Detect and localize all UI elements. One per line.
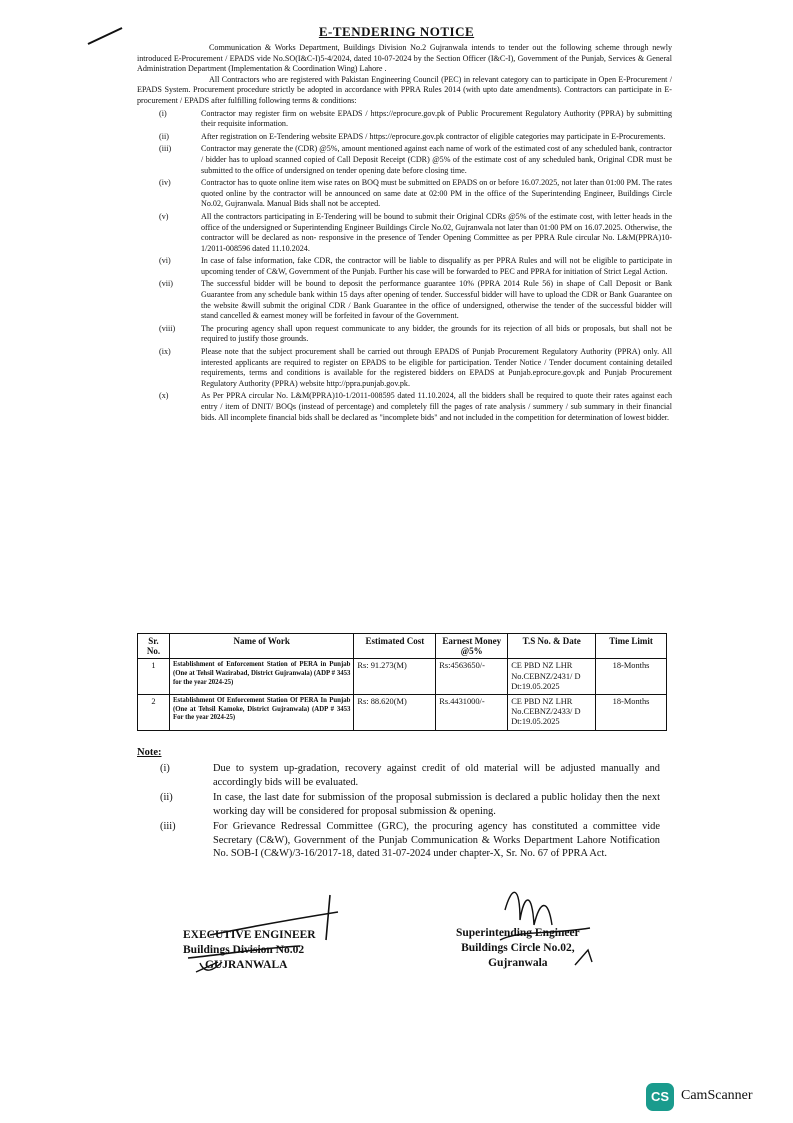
camscanner-logo-icon: CS	[646, 1083, 674, 1111]
header-earnest-money: Earnest Money @5%	[436, 634, 508, 659]
signature-title: Superintending Engineer	[456, 927, 580, 939]
signature-office: Buildings Division No.02	[183, 944, 305, 956]
notice-title: E-TENDERING NOTICE	[318, 24, 475, 39]
signature-block-superintending-engineer	[456, 926, 580, 971]
signature-title: EXECUTIVE ENGINEER	[183, 929, 316, 941]
note-item: (iii) For Grievance Redressal Committee (GRC), the procuring agency has constituted a committee vide Secretary (C&W), Government of the Punjab Communication & Works Department Lahore Notification No. SOB-I (C&W)/3-16/2017-18, dated 31-07-2024 under chapter-X, Sr. No. 67 of PPRA Act.	[160, 821, 660, 859]
cell-time: 18-Months	[596, 695, 667, 731]
term-item: (vii) The successful bidder will be bound to deposit the performance guarantee 10% (PPRA 2014 Rule 56) in shape of Call Deposit or Bank Guarantee from any schedule bank within 15 days after opening of tender. Successful bidder will have to upload the CDR or Bank Guarantee on the website &will submit the original CDR / Bank Guarantee in the office of undersigned, otherwise the tender of the successful bidder will stand cancelled & earnest money will be forfeited in favour of the Government.	[159, 279, 672, 321]
header-ts-no-date: T.S No. & Date	[508, 634, 596, 659]
note-item: (i) Due to system up-gradation, recovery against credit of old material will be adjusted manually and accordingly bids will be evaluated.	[160, 763, 660, 788]
term-item: (iv) Contractor has to quote online item wise rates on BOQ must be submitted on EPADS on or before 16.07.2025, not later than 01:00 PM. The rates quoted online by the contractor will be announced on same date at 02:00 PM in the office of the Superintending Engineer, Buildings Circle No.02, Gujranwala. Manual Bids shall not be accepted.	[159, 178, 672, 209]
note-heading: Note:	[137, 747, 162, 758]
intro-paragraph-2: All Contractors who are registered with Pakistan Engineering Council (PEC) in relevant category can to participate in Open E-Procurement / EPADS System. Procurement procedure strictly be adopted in accordance with PPRA Rules 2014 (with upto date amendments). Contractors can participate in E-procurement / EPADS after fulfilling following terms & conditions:	[137, 74, 672, 105]
cell-earnest: Rs.4431000/-	[436, 695, 508, 731]
term-item: (x) As Per PPRA circular No. L&M(PPRA)10-1/2011-008595 dated 11.10.2024, all the bidders shall be required to quote their rates against each entry / item of DNIT/ BOQs (instead of percentage) and completely fill the pages of rate analysis / summery / sub summary in their financial bids. All incomplete financial bids shall be declared as "incomplete bids" and not included in the competition for determination of lowest bidder.	[159, 391, 672, 422]
cell-cost: Rs: 88.620(M)	[354, 695, 436, 731]
camscanner-watermark: CamScanner	[681, 1088, 753, 1103]
term-item: (viii) The procuring agency shall upon request communicate to any bidder, the grounds for its rejection of all bids or proposals, but shall not be required to justify those grounds.	[159, 323, 672, 344]
term-item: (ix) Please note that the subject procurement shall be carried out through EPADS of Punjab Procurement Regulatory Authority (PPRA) only. All interested applicants are required to register on EPADS to be eligible for participation. Tender Notice / Tender document containing detailed requirements, terms and conditions is available for the registered bidders on EPADS at Punjab.eprocure.gov.pk and Punjab Procurement Regulatory Authority (PPRA) website http://ppra.punjab.gov.pk.	[159, 347, 672, 388]
term-item: (ii) After registration on E-Tendering website EPADS / https://eprocure.gov.pk contractor of eligible categories may participate in E-Procurements.	[159, 131, 666, 141]
header-name-of-work: Name of Work	[169, 634, 353, 659]
cell-sr: 2	[138, 695, 170, 731]
signature-office: Buildings Circle No.02,	[461, 942, 575, 954]
signature-city: Gujranwala	[488, 957, 548, 969]
header-estimated-cost: Estimated Cost	[354, 634, 436, 659]
term-item: (i) Contractor may register firm on website EPADS / https://eprocure.gov.pk of Public Procurement Regulatory Authority (PPRA) by submitting their requisite information.	[159, 108, 672, 129]
note-item: (ii) In case, the last date for submission of the proposal submission is declared a public holiday then the next working day will be considered for proposal submission & opening.	[160, 792, 660, 817]
term-item: (iii) Contractor may generate the (CDR) @5%, amount mentioned against each name of work of the estimated cost of any scheduled bank, contractor / bidder has to upload scanned copied of Call Deposit Receipt (CDR) @5% of the estimate cost of any scheduled bank, Original CDR must be submitted to the office of undersigned on tender opening date before closing time.	[159, 144, 672, 175]
cell-name: Establishment of Enforcement Station of PERA in Punjab (One at Tehsil Wazirabad, District Gujranwala) (ADP # 3453 for the year 2024-25)	[169, 659, 353, 695]
cell-sr: 1	[138, 659, 170, 695]
cell-ts: CE PBD NZ LHR No.CEBNZ/2431/ D Dt:19.05.2025	[508, 659, 596, 695]
signature-city: GUJRANWALA	[205, 959, 288, 971]
intro-paragraph-1: Communication & Works Department, Buildings Division No.2 Gujranwala intends to tender out the following scheme through newly introduced E-Procurement / EPADS vide No.SO(I&C-I)5-4/2024, dated 10-07-2024 by the Section Officer (I&C-I), Government of the Punjab, Services & General Administration Department (Implementation & Coordination Wing) Lahore .	[137, 43, 672, 74]
cell-name: Establishment Of Enforcement Station Of PERA In Punjab (One at Tehsil Kamoke, District Gujranwala) (ADP # 3453 For the year 2024-25)	[169, 695, 353, 731]
cell-time: 18-Months	[596, 659, 667, 695]
term-item: (v) All the contractors participating in E-Tendering will be bound to submit their Original CDRs @5% of the estimate cost, with letter heads in the office of the undersigned or Superintending Engineer Buildings Circle No.02, Gujranwala not later than 01:00 PM on 16.07.2025. Otherwise, the contractor will be declared as non- responsive in the presence of Tender Opening Committee as per PPRA Rule circular No. L&M(PPRA)10-1/2011-008596 dated 11.10.2024.	[159, 211, 672, 253]
header-time-limit: Time Limit	[596, 634, 667, 659]
signature-block-executive-engineer	[183, 928, 316, 973]
cell-earnest: Rs:4563650/-	[436, 659, 508, 695]
term-item: (vi) In case of false information, fake CDR, the contractor will be liable to disqualify as per PPRA Rules and will not be eligible to participate in upcoming tender of C&W, Government of the Punjab. Further his case will be forwarded to PEC and PPRA for initiation of Strict Legal Action.	[159, 256, 672, 276]
header-sr-no: Sr. No.	[138, 634, 170, 659]
cell-cost: Rs: 91.273(M)	[354, 659, 436, 695]
cell-ts: CE PBD NZ LHR No.CEBNZ/2433/ D Dt:19.05.2025	[508, 695, 596, 731]
